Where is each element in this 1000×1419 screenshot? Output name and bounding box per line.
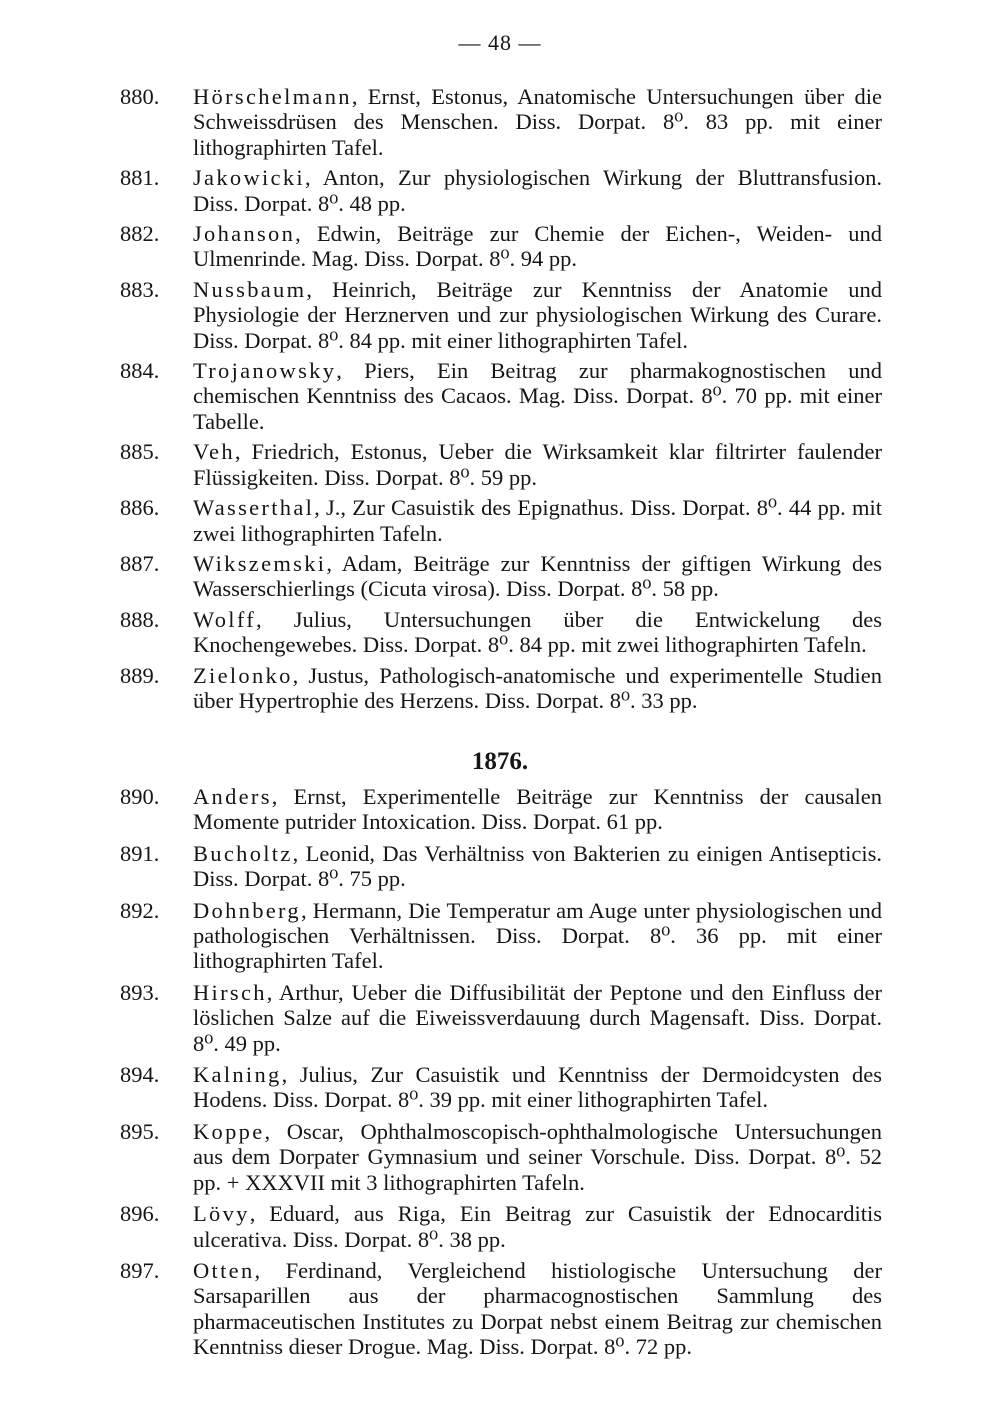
bibliography-entry [120, 980, 882, 1056]
entry-body [193, 495, 882, 546]
bibliography-entry [120, 898, 882, 974]
entry-number: 897. [120, 1257, 160, 1283]
entry-text: , Leonid, Das Verhältniss von Bakterien zu einigen Antisepticis. Diss. Dorpat. 8⁰. 75 pp. [193, 840, 882, 892]
entry-list-1875 [120, 84, 882, 718]
entry-body [193, 358, 882, 434]
entry-body [193, 551, 882, 602]
entry-body [193, 841, 882, 892]
entry-author: Johanson [193, 221, 296, 247]
entry-text: , Arthur, Ueber die Diffusibilität der Peptone und den Einfluss der löslichen Salze auf die Eiweissverdauung durch Magensaft. Diss. Dorpat. 8⁰. 49 pp. [193, 979, 882, 1056]
entry-body [193, 607, 882, 658]
entry-author: Otten [193, 1257, 255, 1283]
entry-body [193, 898, 882, 974]
entry-number: 883. [120, 276, 160, 302]
entry-number: 895. [120, 1118, 160, 1144]
bibliography-entry [120, 277, 882, 353]
entry-text: , Eduard, aus Riga, Ein Beitrag zur Casuistik der Ednocarditis ulcerativa. Diss. Dorpat. 8⁰. 38 pp. [193, 1201, 882, 1252]
entry-number: 893. [120, 979, 160, 1005]
bibliography-entry [120, 358, 882, 434]
bibliography-entry [120, 1062, 882, 1113]
page-number: — 48 — [458, 30, 542, 55]
bibliography-entry [120, 84, 882, 160]
entry-body [193, 784, 882, 835]
bibliography-entry [120, 165, 882, 216]
entry-text: , Ernst, Estonus, Anatomische Untersuchungen über die Schweissdrüsen des Menschen. Diss. Dorpat. 8⁰. 83 pp. mit einer lithographirten Tafel. [193, 84, 882, 160]
entry-text: , Piers, Ein Beitrag zur pharmakognostischen und chemischen Kenntniss des Cacaos. Mag. Diss. Dorpat. 8⁰. 70 pp. mit einer Tabelle. [193, 358, 882, 434]
entry-number: 896. [120, 1201, 160, 1227]
year-heading: 1876. [471, 748, 529, 775]
entry-text: , Edwin, Beiträge zur Chemie der Eichen-, Weiden- und Ulmenrinde. Mag. Diss. Dorpat. 8⁰. 94 pp. [193, 221, 882, 272]
entry-body [193, 1258, 882, 1360]
entry-text: , J., Zur Casuistik des Epignathus. Diss. Dorpat. 8⁰. 44 pp. mit zwei lithographirten Tafeln. [193, 495, 882, 546]
entry-text: , Justus, Pathologisch-anatomische und experimentelle Studien über Hypertrophie des Herzens. Diss. Dorpat. 8⁰. 33 pp. [193, 662, 882, 713]
bibliography-entry [120, 439, 882, 490]
entry-body [193, 1119, 882, 1195]
entry-number: 884. [120, 358, 160, 384]
entry-body [193, 277, 882, 353]
entry-body [193, 221, 882, 272]
entry-text: , Heinrich, Beiträge zur Kenntniss der Anatomie und Physiologie der Herznerven und zur physiologischen Wirkung des Curare. Diss. Dorpat. 8⁰. 84 pp. mit einer lithographirten Tafel. [193, 276, 882, 353]
entry-author: Lövy [193, 1201, 250, 1227]
entry-author: Hörschelmann [193, 84, 352, 109]
entry-text: , Julius, Untersuchungen über die Entwickelung des Knochengewebes. Diss. Dorpat. 8⁰. 84 pp. mit zwei lithographirten Tafeln. [193, 606, 882, 658]
entry-text: , Adam, Beiträge zur Kenntniss der giftigen Wirkung des Wasserschierlings (Cicuta virosa). Diss. Dorpat. 8⁰. 58 pp. [193, 550, 882, 602]
entry-number: 894. [120, 1062, 160, 1088]
entry-author: Nussbaum [193, 276, 307, 302]
entry-number: 890. [120, 784, 160, 809]
entry-author: Jakowicki [193, 165, 305, 191]
entry-author: Veh [193, 439, 235, 465]
entry-text: , Hermann, Die Temperatur am Auge unter physiologischen und pathologischen Verhältnissen. Diss. Dorpat. 8⁰. 36 pp. mit einer lithographirten Tafel. [193, 897, 882, 974]
bibliography-entry [120, 551, 882, 602]
entry-text: , Anton, Zur physiologischen Wirkung der Bluttransfusion. Diss. Dorpat. 8⁰. 48 pp. [193, 165, 882, 216]
entry-author: Bucholtz [193, 840, 293, 866]
bibliography-entry [120, 495, 882, 546]
bibliography-entry [120, 663, 882, 714]
entry-number: 882. [120, 221, 160, 247]
entry-author: Hirsch [193, 979, 267, 1005]
entry-author: Wolff [193, 606, 257, 632]
entry-text: , Ernst, Experimentelle Beiträge zur Kenntniss der causalen Momente putrider Intoxication. Diss. Dorpat. 61 pp. [193, 784, 882, 835]
entry-number: 889. [120, 662, 160, 688]
entry-body [193, 1062, 882, 1113]
bibliography-entry [120, 221, 882, 272]
entry-number: 880. [120, 84, 160, 109]
entry-text: , Friedrich, Estonus, Ueber die Wirksamkeit klar filtrirter faulender Flüssigkeiten. Diss. Dorpat. 8⁰. 59 pp. [193, 439, 882, 490]
bibliography-entry [120, 784, 882, 835]
entry-author: Anders [193, 784, 272, 809]
entry-body [193, 84, 882, 160]
entry-body [193, 439, 882, 490]
entry-author: Zielonko [193, 662, 293, 688]
entry-body [193, 165, 882, 216]
bibliography-entry [120, 1258, 882, 1360]
entry-author: Wasserthal [193, 495, 315, 521]
bibliography-entry [120, 1119, 882, 1195]
entry-number: 892. [120, 897, 160, 923]
entry-author: Trojanowsky [193, 358, 337, 384]
entry-body [193, 1201, 882, 1252]
entry-number: 891. [120, 840, 160, 866]
entry-author: Wikszemski [193, 550, 327, 576]
bibliography-entry [120, 1201, 882, 1252]
entry-number: 888. [120, 606, 160, 632]
entry-number: 881. [120, 165, 160, 191]
bibliography-entry [120, 607, 882, 658]
entry-number: 885. [120, 439, 160, 465]
entry-body [193, 980, 882, 1056]
entry-author: Koppe [193, 1118, 265, 1144]
entry-author: Kalning [193, 1062, 282, 1088]
entry-list-1876 [120, 784, 882, 1366]
entry-author: Dohnberg [193, 897, 301, 923]
entry-text: , Julius, Zur Casuistik und Kenntniss der Dermoidcysten des Hodens. Diss. Dorpat. 8⁰. 39 pp. mit einer lithographirten Tafel. [193, 1062, 882, 1113]
entry-body [193, 663, 882, 714]
bibliography-entry [120, 841, 882, 892]
entry-text: , Oscar, Ophthalmoscopisch-ophthalmologische Untersuchungen aus dem Dorpater Gymnasium und seiner Vorschule. Diss. Dorpat. 8⁰. 52 pp. + XXXVII mit 3 lithographirten Tafeln. [193, 1118, 882, 1195]
entry-number: 887. [120, 550, 160, 576]
entry-number: 886. [120, 495, 160, 521]
entry-text: , Ferdinand, Vergleichend histiologische Untersuchung der Sarsaparillen aus der pharmacognostischen Sammlung des pharmaceutischen Institutes zu Dorpat nebst einem Beitrag zur chemischen Kenntniss dieser Drogue. Mag. Diss. Dorpat. 8⁰. 72 pp. [193, 1257, 882, 1360]
